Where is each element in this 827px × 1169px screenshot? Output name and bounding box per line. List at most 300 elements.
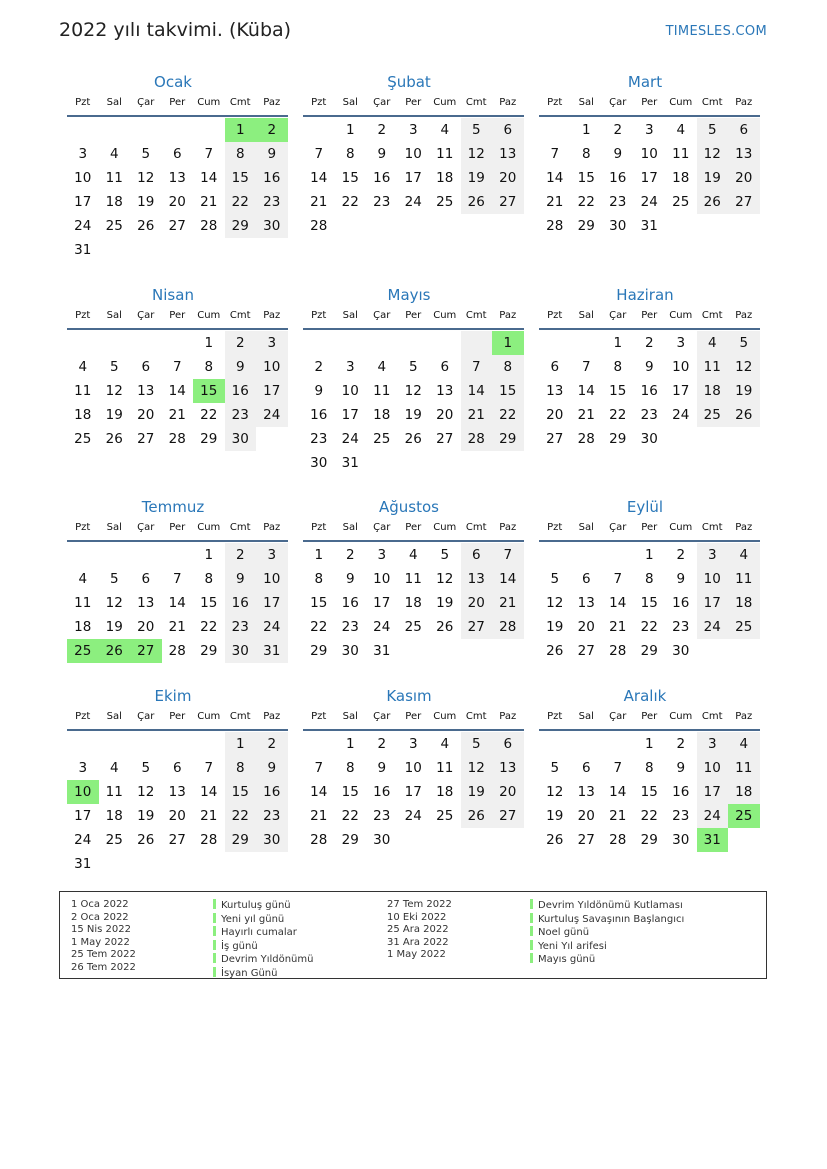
- day-cell: 10: [697, 567, 729, 591]
- day-cell: 31: [341, 455, 359, 471]
- weekday-header: [303, 517, 525, 539]
- weekday-label: Pzt: [311, 711, 327, 722]
- day-cell: 10: [373, 571, 391, 587]
- empty-cell: [398, 214, 430, 238]
- day-cell: 21: [200, 808, 218, 824]
- weekday-label: Per: [169, 522, 186, 533]
- day-cell: 19: [461, 166, 493, 190]
- day-cell: 2: [644, 335, 654, 351]
- header-rule: [303, 540, 524, 542]
- day-cell: 10: [404, 760, 422, 776]
- day-cell: 5: [440, 547, 450, 563]
- weekday-label: Pzt: [547, 522, 563, 533]
- empty-cell: [461, 639, 493, 663]
- day-cell: 2: [377, 736, 387, 752]
- day-cell: 27: [461, 615, 493, 639]
- day-cell: 22: [492, 403, 524, 427]
- day-cell: 3: [697, 732, 729, 756]
- day-cell: 19: [546, 808, 564, 824]
- day-cell: 11: [373, 383, 391, 399]
- weekday-label: Paz: [735, 711, 753, 722]
- weekday-label: Çar: [137, 310, 155, 321]
- empty-cell: [429, 214, 461, 238]
- day-cell: 1: [613, 335, 623, 351]
- day-cell: 3: [676, 335, 686, 351]
- day-cell: 27: [130, 639, 162, 663]
- day-cell: 10: [256, 355, 288, 379]
- holiday-legend: [59, 891, 767, 979]
- month-11: [303, 686, 525, 852]
- day-cell: 2: [613, 122, 623, 138]
- day-cell: 27: [492, 190, 524, 214]
- legend-name: Hayırlı cumalar: [221, 927, 297, 938]
- weekday-label: Cum: [669, 522, 693, 533]
- day-cell: 21: [492, 591, 524, 615]
- day-cell: 13: [492, 142, 524, 166]
- day-cell: 16: [341, 595, 359, 611]
- day-cell: 22: [225, 190, 257, 214]
- weekday-label: Paz: [735, 522, 753, 533]
- weekday-label: Cmt: [229, 711, 251, 722]
- weekday-header: [67, 305, 289, 327]
- day-cell: 27: [137, 431, 155, 447]
- day-cell: 8: [225, 756, 257, 780]
- day-cell: 3: [644, 122, 654, 138]
- day-cell: 25: [404, 619, 422, 635]
- weekday-label: Pzt: [75, 711, 91, 722]
- weekday-label: Per: [405, 711, 422, 722]
- weekday-header: [539, 706, 761, 728]
- empty-cell: [67, 543, 99, 567]
- day-cell: 24: [74, 832, 92, 848]
- day-cell: 23: [225, 615, 257, 639]
- day-cell: 14: [310, 784, 328, 800]
- day-cell: 11: [697, 355, 729, 379]
- legend-entry: [530, 913, 684, 927]
- weekday-label: Çar: [609, 711, 627, 722]
- weekday-header: [67, 706, 289, 728]
- day-cell: 12: [461, 142, 493, 166]
- day-cell: 26: [546, 643, 564, 659]
- day-cell: 11: [74, 383, 92, 399]
- day-cell: 15: [225, 166, 257, 190]
- brand-link[interactable]: TIMESLES.COM: [665, 24, 767, 39]
- day-cell: 28: [609, 643, 627, 659]
- day-cell: 30: [225, 427, 257, 451]
- day-cell: 9: [345, 571, 355, 587]
- day-cell: 6: [141, 359, 151, 375]
- weekday-label: Sal: [106, 97, 122, 108]
- empty-cell: [697, 427, 729, 451]
- day-cell: 1: [345, 122, 355, 138]
- day-cell: 7: [461, 355, 493, 379]
- month-9: [539, 497, 761, 663]
- day-cell: 1: [204, 335, 214, 351]
- weekday-label: Pzt: [547, 310, 563, 321]
- day-cell: 15: [310, 595, 328, 611]
- day-cell: 24: [640, 194, 658, 210]
- weekday-header: [303, 92, 525, 114]
- weekday-label: Pzt: [311, 522, 327, 533]
- month-2: [303, 72, 525, 238]
- day-cell: 10: [341, 383, 359, 399]
- day-cell: 14: [577, 383, 595, 399]
- legend-dates-1: [71, 899, 136, 974]
- empty-cell: [728, 427, 760, 451]
- empty-cell: [461, 214, 493, 238]
- day-cell: 14: [310, 170, 328, 186]
- weekday-label: Cmt: [465, 97, 487, 108]
- header-rule: [67, 115, 288, 117]
- day-cell: 13: [577, 595, 595, 611]
- day-cell: 18: [105, 194, 123, 210]
- day-cell: 7: [613, 760, 623, 776]
- empty-cell: [539, 732, 571, 756]
- day-cell: 20: [577, 808, 595, 824]
- empty-cell: [162, 331, 194, 355]
- header-rule: [539, 729, 760, 731]
- day-cell: 28: [577, 431, 595, 447]
- empty-cell: [162, 118, 194, 142]
- day-cell: 13: [577, 784, 595, 800]
- month-name: Ocak: [154, 73, 192, 91]
- empty-cell: [193, 852, 225, 876]
- day-cell: 18: [404, 595, 422, 611]
- day-cell: 27: [546, 431, 564, 447]
- day-cell: 20: [137, 407, 155, 423]
- day-cell: 18: [728, 780, 760, 804]
- weekday-label: Pzt: [311, 97, 327, 108]
- weekday-label: Per: [641, 310, 658, 321]
- day-cell: 15: [577, 170, 595, 186]
- legend-name: Yeni yıl günü: [221, 913, 285, 925]
- day-cell: 24: [404, 808, 422, 824]
- legend-date: 2 Oca 2022: [71, 911, 129, 923]
- day-cell: 27: [577, 832, 595, 848]
- day-cell: 11: [404, 571, 422, 587]
- day-cell: 2: [314, 359, 324, 375]
- legend-date: 27 Tem 2022: [387, 899, 452, 910]
- day-cell: 28: [168, 643, 186, 659]
- day-cell: 16: [672, 784, 690, 800]
- day-cell: 5: [550, 571, 560, 587]
- day-cell: 2: [225, 331, 257, 355]
- day-cell: 18: [373, 407, 391, 423]
- day-cell: 27: [168, 832, 186, 848]
- day-cell: 6: [728, 118, 760, 142]
- weekday-label: Sal: [578, 522, 594, 533]
- empty-cell: [728, 639, 760, 663]
- day-cell: 23: [256, 804, 288, 828]
- day-cell: 5: [141, 146, 151, 162]
- day-cell: 3: [377, 547, 387, 563]
- day-cell: 14: [461, 379, 493, 403]
- day-cell: 28: [546, 218, 564, 234]
- day-grid: [303, 732, 525, 852]
- weekday-label: Cmt: [701, 522, 723, 533]
- day-cell: 24: [697, 804, 729, 828]
- day-cell: 19: [546, 619, 564, 635]
- day-cell: 15: [193, 379, 225, 403]
- day-cell: 18: [672, 170, 690, 186]
- day-cell: 15: [341, 784, 359, 800]
- day-cell: 25: [436, 194, 454, 210]
- day-cell: 22: [200, 407, 218, 423]
- legend-names-1: [213, 899, 313, 980]
- month-name: Ağustos: [379, 498, 439, 516]
- weekday-label: Çar: [609, 97, 627, 108]
- day-cell: 23: [609, 194, 627, 210]
- empty-cell: [728, 828, 760, 852]
- empty-cell: [602, 732, 634, 756]
- weekday-label: Çar: [609, 310, 627, 321]
- weekday-label: Cum: [433, 522, 457, 533]
- holiday-marker-icon: [213, 953, 216, 963]
- month-8: [303, 497, 525, 663]
- weekday-header: [539, 305, 761, 327]
- day-cell: 17: [404, 784, 422, 800]
- day-cell: 26: [99, 639, 131, 663]
- day-cell: 25: [697, 403, 729, 427]
- weekday-label: Cmt: [229, 310, 251, 321]
- day-cell: 25: [373, 431, 391, 447]
- day-cell: 6: [172, 760, 182, 776]
- holiday-marker-icon: [530, 953, 533, 963]
- day-cell: 18: [105, 808, 123, 824]
- day-cell: 7: [581, 359, 591, 375]
- day-cell: 2: [676, 547, 686, 563]
- weekday-label: Cum: [669, 97, 693, 108]
- day-cell: 25: [74, 431, 92, 447]
- weekday-label: Paz: [263, 310, 281, 321]
- day-cell: 2: [256, 118, 288, 142]
- day-cell: 15: [640, 784, 658, 800]
- day-cell: 14: [609, 784, 627, 800]
- day-cell: 14: [609, 595, 627, 611]
- day-cell: 3: [697, 543, 729, 567]
- day-cell: 8: [644, 571, 654, 587]
- day-cell: 27: [728, 190, 760, 214]
- weekday-label: Paz: [735, 310, 753, 321]
- legend-name: Yeni Yıl arifesi: [538, 940, 607, 952]
- month-7: [67, 497, 289, 663]
- day-cell: 21: [168, 407, 186, 423]
- day-cell: 13: [492, 756, 524, 780]
- day-cell: 19: [105, 407, 123, 423]
- empty-cell: [225, 852, 257, 876]
- empty-cell: [461, 451, 493, 475]
- legend-name: İş günü: [221, 940, 258, 952]
- weekday-label: Paz: [263, 97, 281, 108]
- day-cell: 7: [550, 146, 560, 162]
- empty-cell: [492, 828, 524, 852]
- day-cell: 12: [105, 383, 123, 399]
- day-cell: 26: [137, 832, 155, 848]
- legend-entry: [213, 953, 313, 967]
- day-cell: 25: [672, 194, 690, 210]
- day-cell: 12: [546, 595, 564, 611]
- day-cell: 20: [168, 808, 186, 824]
- legend-name: Noel günü: [538, 927, 590, 938]
- weekday-label: Paz: [735, 97, 753, 108]
- weekday-label: Çar: [373, 522, 391, 533]
- empty-cell: [492, 451, 524, 475]
- weekday-label: Cum: [197, 310, 221, 321]
- day-cell: 2: [377, 122, 387, 138]
- empty-cell: [461, 331, 493, 355]
- day-cell: 6: [550, 359, 560, 375]
- day-cell: 6: [581, 571, 591, 587]
- holiday-marker-icon: [213, 940, 216, 950]
- holiday-marker-icon: [530, 940, 533, 950]
- day-cell: 16: [256, 166, 288, 190]
- day-cell: 22: [609, 407, 627, 423]
- day-cell: 26: [105, 431, 123, 447]
- day-cell: 2: [676, 736, 686, 752]
- day-cell: 14: [200, 170, 218, 186]
- empty-cell: [130, 732, 162, 756]
- day-cell: 28: [200, 218, 218, 234]
- day-cell: 10: [74, 170, 92, 186]
- day-cell: 13: [168, 784, 186, 800]
- day-cell: 16: [256, 780, 288, 804]
- day-cell: 31: [697, 828, 729, 852]
- month-name: Haziran: [616, 286, 674, 304]
- day-cell: 23: [256, 190, 288, 214]
- day-cell: 19: [137, 194, 155, 210]
- weekday-label: Paz: [499, 522, 517, 533]
- weekday-label: Çar: [373, 97, 391, 108]
- day-cell: 12: [697, 142, 729, 166]
- day-cell: 29: [640, 832, 658, 848]
- weekday-label: Cum: [197, 97, 221, 108]
- empty-cell: [335, 214, 367, 238]
- weekday-label: Çar: [137, 711, 155, 722]
- empty-cell: [256, 238, 288, 262]
- day-cell: 25: [105, 832, 123, 848]
- empty-cell: [398, 331, 430, 355]
- legend-date: 25 Tem 2022: [71, 949, 136, 960]
- empty-cell: [539, 118, 571, 142]
- day-cell: 20: [492, 166, 524, 190]
- weekday-label: Per: [641, 711, 658, 722]
- day-cell: 31: [74, 242, 92, 258]
- day-cell: 3: [408, 736, 418, 752]
- day-cell: 6: [492, 732, 524, 756]
- weekday-label: Cum: [433, 97, 457, 108]
- legend-dates-2: [387, 899, 452, 962]
- day-cell: 5: [728, 331, 760, 355]
- weekday-label: Per: [405, 522, 422, 533]
- day-cell: 15: [640, 595, 658, 611]
- holiday-marker-icon: [530, 899, 533, 909]
- day-cell: 10: [697, 756, 729, 780]
- day-cell: 12: [461, 756, 493, 780]
- day-cell: 4: [109, 760, 119, 776]
- empty-cell: [429, 828, 461, 852]
- holiday-marker-icon: [213, 899, 216, 909]
- day-cell: 11: [672, 146, 690, 162]
- empty-cell: [130, 543, 162, 567]
- day-cell: 20: [137, 619, 155, 635]
- day-cell: 8: [613, 359, 623, 375]
- day-cell: 28: [168, 431, 186, 447]
- empty-cell: [398, 639, 430, 663]
- day-cell: 7: [204, 760, 214, 776]
- weekday-label: Cmt: [465, 310, 487, 321]
- weekday-label: Cmt: [229, 522, 251, 533]
- day-cell: 10: [67, 780, 99, 804]
- day-cell: 29: [609, 431, 627, 447]
- day-grid: [303, 118, 525, 238]
- day-cell: 8: [345, 760, 355, 776]
- day-cell: 4: [78, 571, 88, 587]
- day-cell: 6: [581, 760, 591, 776]
- day-cell: 7: [492, 543, 524, 567]
- weekday-label: Cmt: [465, 522, 487, 533]
- day-cell: 4: [728, 543, 760, 567]
- day-cell: 28: [461, 427, 493, 451]
- header-rule: [67, 328, 288, 330]
- empty-cell: [99, 238, 131, 262]
- empty-cell: [366, 451, 398, 475]
- empty-cell: [162, 732, 194, 756]
- day-cell: 18: [436, 170, 454, 186]
- month-name: Ekim: [154, 687, 192, 705]
- day-cell: 13: [461, 567, 493, 591]
- day-cell: 26: [697, 190, 729, 214]
- weekday-label: Sal: [106, 310, 122, 321]
- day-cell: 20: [436, 407, 454, 423]
- empty-cell: [162, 238, 194, 262]
- legend-name: Kurtuluş Savaşının Başlangıcı: [538, 913, 685, 925]
- day-cell: 18: [697, 379, 729, 403]
- day-cell: 21: [609, 619, 627, 635]
- day-cell: 11: [728, 756, 760, 780]
- legend-date: 10 Eki 2022: [387, 911, 447, 923]
- empty-cell: [366, 214, 398, 238]
- weekday-label: Per: [405, 97, 422, 108]
- day-cell: 28: [609, 832, 627, 848]
- day-cell: 21: [310, 808, 328, 824]
- legend-name: İsyan Günü: [221, 967, 278, 979]
- day-cell: 25: [728, 615, 760, 639]
- day-cell: 21: [168, 619, 186, 635]
- empty-cell: [665, 427, 697, 451]
- day-cell: 22: [341, 194, 359, 210]
- month-name: Nisan: [152, 286, 194, 304]
- empty-cell: [728, 214, 760, 238]
- month-name: Mayıs: [387, 286, 431, 304]
- empty-cell: [193, 732, 225, 756]
- day-cell: 30: [256, 828, 288, 852]
- legend-entry: [213, 940, 313, 954]
- day-cell: 4: [408, 547, 418, 563]
- day-cell: 24: [256, 403, 288, 427]
- day-cell: 17: [74, 808, 92, 824]
- day-cell: 7: [613, 571, 623, 587]
- weekday-label: Cmt: [229, 97, 251, 108]
- month-4: [67, 285, 289, 451]
- weekday-header: [67, 92, 289, 114]
- day-cell: 29: [225, 828, 257, 852]
- day-grid: [539, 543, 761, 663]
- day-cell: 17: [373, 595, 391, 611]
- weekday-label: Sal: [342, 522, 358, 533]
- day-cell: 21: [461, 403, 493, 427]
- day-cell: 7: [172, 359, 182, 375]
- empty-cell: [539, 543, 571, 567]
